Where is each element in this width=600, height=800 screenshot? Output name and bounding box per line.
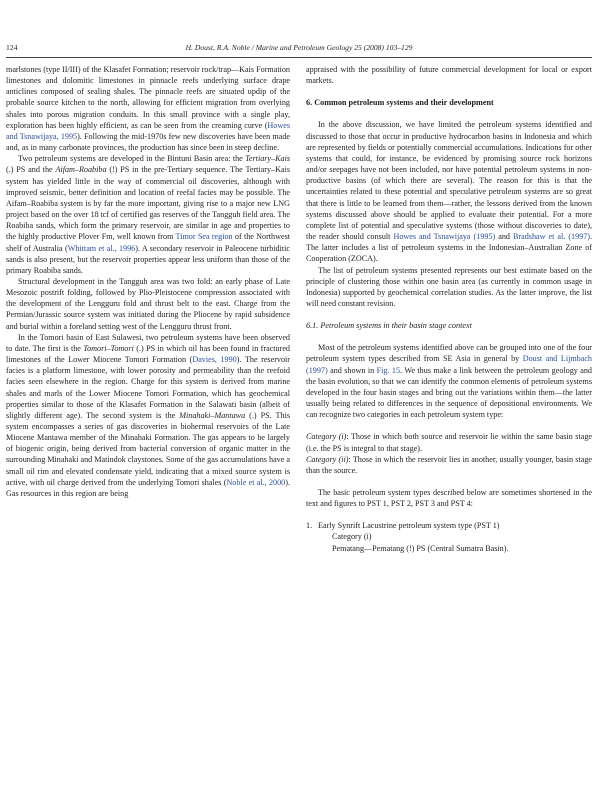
right-column — [306, 64, 592, 554]
paragraph: Structural development in the Tangguh area was two fold: an early phase of Late Mesozoic postrift folding, followed by Plio-Pleistocene compression associated with the development of the Lengguru fold and thrust belt to the east. Charge from the Permian/Jurassic source system was initiated during the Pliocene by rapid subsidence and burial within a foreland setting west of the Lengguru thrust front. — [6, 276, 290, 331]
citation-link[interactable]: Bradshaw et al. (1997) — [513, 232, 590, 242]
list-number: 1. — [306, 521, 313, 531]
citation-link[interactable]: Timor Sea region — [175, 232, 233, 242]
citation-link[interactable]: Doust and Lijmbach (1997) — [306, 354, 592, 375]
paragraph: The basic petroleum system types described below are sometimes shortened in the text and figures to PST 1, PST 2, PST 3 and PST 4: — [306, 488, 592, 509]
figure-link[interactable]: Fig. 15 — [376, 365, 401, 375]
list-title: Early Synrift Lacustrine petroleum system type (PST 1) — [318, 521, 500, 531]
page-number: 124 — [6, 43, 18, 52]
paragraph: In the above discussion, we have limited the petroleum systems identified and discussed to those that occur in productive hydrocarbon basins in Indonesia and which are represented by fields or potentially commercial accumulations. Indications for other systems that could, for instance, be evidenced by promising source rock horizons and/or seepages have not been included, nor have potential petroleum systems in non-productive basins (of which there are several). The reason for this is that the uncertainties related to these potential and speculative petroleum systems are so great that there is little to be learned from them—rather, the lessons derived from the known systems discussed above should be applied to evaluate their potential. For a more complete list of potential and speculative systems (those without discoveries to date), the reader should consult Howes and Tsnawijaya (1995) and Bradshaw et al. (1997). The latter includes a list of petroleum systems in the Indonesian–Australian Zone of Cooperation (ZOCA). — [306, 120, 593, 264]
list-body — [318, 520, 592, 553]
subsection-heading: 6.1. Petroleum systems in their basin stage context — [306, 321, 472, 331]
citation-link[interactable]: Howes and Tsnawijaya, 1995 — [6, 120, 290, 141]
page-header — [6, 43, 592, 57]
left-column — [6, 64, 290, 499]
paragraph: The list of petroleum systems presented represents our best estimate based on the principle of clustering those within one basin area (as currently in common usage in Indonesia) supported by geochemical correlation studies. As the latter improve, the list will need constant revision. — [306, 265, 592, 308]
paragraph: appraised with the possibility of future commercial development for local or export markets. — [306, 65, 592, 86]
category-item: Category (ii): Those in which the reservoir lies in another, usually younger, basin stage than the source. — [306, 454, 593, 475]
list-item — [306, 520, 592, 553]
citation-link[interactable]: Davies, 1990 — [192, 355, 237, 365]
citation-link[interactable]: Noble et al., 2000 — [226, 477, 286, 487]
paragraph: marlstones (type II/III) of the Klasafet Formation; reservoir rock/trap—Kais Formation limestones and dolomitic limestones in pinnacle reefs underlying surface drape anticlines composed of sealing shales. The pinnacle reefs are situated updip of the probable source kitchen to the north, allowing for efficient migration from overlying shales into porous migration conduits. In this small province with a single play, exploration has been highly efficient, as can be seen from the creaming curve (Howes and Tsnawijaya, 1995). Following the mid-1970s few new discoveries have been made and, as in many carbonate provinces, the production has since been in steep decline. — [6, 65, 290, 153]
category-item: Category (i): Those in which both source and reservoir lie within the same basin stage (i.e. the PS is integral to that stage). — [306, 432, 593, 453]
citation-link[interactable]: Whittam et al., 1996 — [67, 243, 136, 253]
paragraph: Two petroleum systems are developed in the Bintuni Basin area: the Tertiary–Kais (.) PS and the Aifam–Roabiba (!) PS in the pre-Tertiary sequence. The Tertiary–Kais system has yielded little in the way of commercial oil discoveries, although with improved seismic, better definition and location of reefal facies may be possible. The Aifam–Roabiba system is by far the more important, giving rise to a major new LNG project based on the over 18 tcf of certified gas reserves of the Tangguh field area. The Roabiba sands, which form the primary reservoir, are similar in age and properties to the highly productive Plover Fm, well known from Timor Sea region of the Northwest shelf of Australia (Whittam et al., 1996). A secondary reservoir in Paleocene turbiditic sands is also present, but the reservoir properties appear less uniform than those of the primary Roabiba sands. — [6, 154, 290, 275]
section-heading: 6. Common petroleum systems and their development — [306, 98, 494, 108]
header-rule — [6, 57, 592, 58]
list-category: Category (i) — [332, 532, 372, 542]
running-head: H. Doust, R.A. Noble / Marine and Petroleum Geology 25 (2008) 103–129 — [185, 43, 413, 52]
paragraph: In the Tomori basin of East Sulawesi, two petroleum systems have been observed to date. The first is the Tomori–Tomori (.) PS in which oil has been found in fractured limestones of the Lower Miocene Tomori Formation (Davies, 1990). The reservoir facies is a platform limestone, with lower porosity and permeability than the reefoid facies seen elsewhere in the region. Charge for this system is derived from marine shales and marls of the Lower Miocene Tomori Formation, which has geochemical properties similar to those of the Klasafet Formation in the Salawati basin (albeit of slightly different age). The second system is the Minahaki–Mantawa (.) PS. This system encompasses a series of gas discoveries in biohermal reservoirs of the Late Miocene Mantawa member of the Minahaki Formation. The gas appears to be largely of biogenic origin, being derived from bacterial conversion of organic matter in the surrounding Minahaki and Matindok claystones. Some of the gas accumulations have a small oil rim and elevated condensate yield, indicating that a mixed source system is active, with oil charge derived from the underlying Tomori shales (Noble et al., 2000). Gas resources in this region are being — [6, 332, 290, 498]
paragraph: Most of the petroleum systems identified above can be grouped into one of the four petroleum system types described from SE Asia in general by Doust and Lijmbach (1997) and shown in Fig. 15. We thus make a link between the petroleum geology and the basin evolution, so that we can identify the common elements of petroleum systems developed in the four basin stages and bring out the variations within them—the latter usually being related to differences in the sequence of depositional environments. We can recognize two categories in each petroleum system type: — [306, 343, 592, 420]
list-example: Pematang—Pematang (!) PS (Central Sumatra Basin). — [332, 543, 509, 553]
citation-link[interactable]: Howes and Tsnawijaya (1995) — [393, 232, 496, 242]
category-definitions — [306, 431, 592, 476]
